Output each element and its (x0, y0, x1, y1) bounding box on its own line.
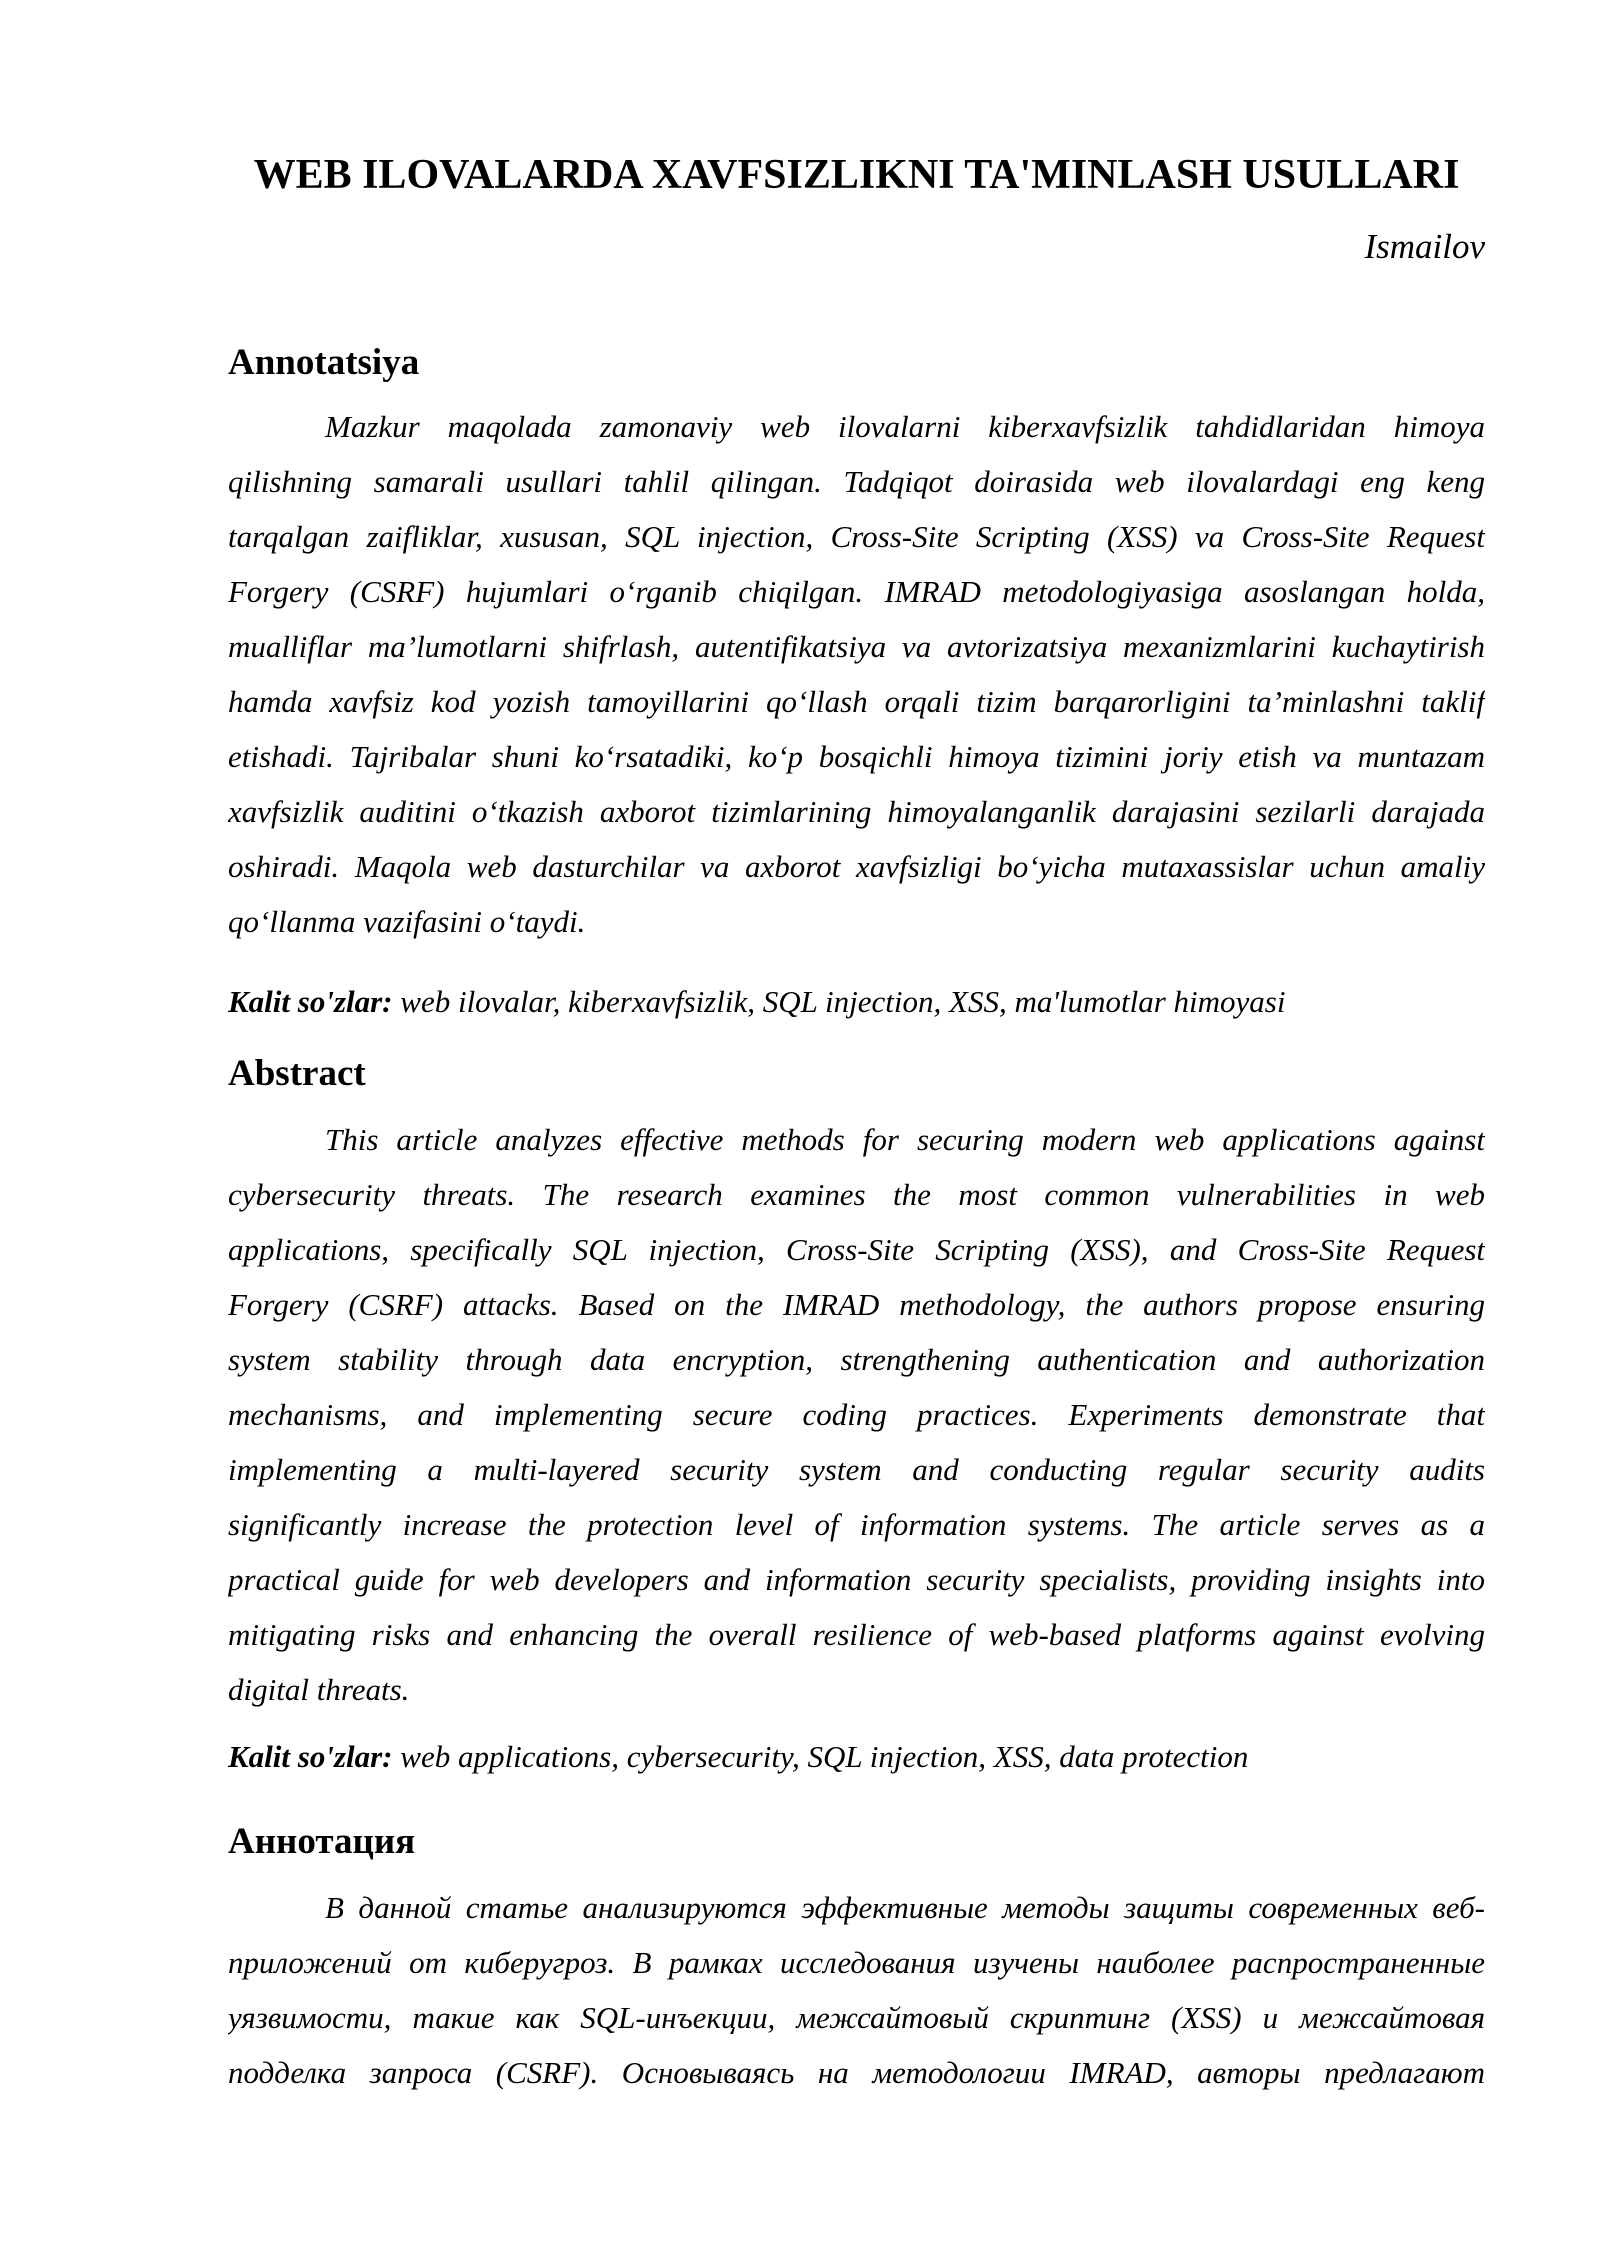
paragraph-line: уязвимости, такие как SQL-инъекции, межсайтовый скриптинг (XSS) и межсайтовая (228, 2000, 1485, 2035)
paragraph-line: qo‘llanma vazifasini o‘taydi. (228, 904, 586, 939)
paragraph-line: tarqalgan zaifliklar, xususan, SQL injection, Cross-Site Scripting (XSS) va Cross-Site Request (228, 519, 1485, 554)
paragraph-line: etishadi. Tajribalar shuni ko‘rsatadiki, ko‘p bosqichli himoya tizimini joriy etish va muntazam (228, 739, 1485, 774)
english-abstract-paragraph (228, 1112, 1485, 1717)
section-heading-abstract: Abstract (228, 1053, 366, 1094)
russian-abstract-paragraph (228, 1880, 1485, 2100)
keywords-text: web applications, cybersecurity, SQL injection, XSS, data protection (392, 1739, 1249, 1774)
paragraph-line: В данной статье анализируются эффективные методы защиты современных веб- (325, 1890, 1485, 1925)
paragraph-line: приложений от киберугроз. В рамках исследования изучены наиболее распространенные (228, 1945, 1485, 1980)
paragraph-line: Forgery (CSRF) hujumlari o‘rganib chiqilgan. IMRAD metodologiyasiga asoslangan holda, (228, 574, 1485, 609)
paragraph-line: oshiradi. Maqola web dasturchilar va axborot xavfsizligi bo‘yicha mutaxassislar uchun amaliy (228, 849, 1485, 884)
paragraph-line: implementing a multi-layered security system and conducting regular security audits (228, 1452, 1485, 1487)
keywords-text: web ilovalar, kiberxavfsizlik, SQL injection, XSS, ma'lumotlar himoyasi (392, 984, 1286, 1019)
paragraph-line: practical guide for web developers and information security specialists, providing insights into (228, 1562, 1485, 1597)
section-heading-annotatsiya: Annotatsiya (228, 342, 420, 383)
paragraph-line: system stability through data encryption, strengthening authentication and authorization (228, 1342, 1485, 1377)
uzbek-abstract-paragraph (228, 399, 1485, 949)
keywords-label: Kalit so'zlar: (228, 984, 393, 1019)
paragraph-line: mechanisms, and implementing secure coding practices. Experiments demonstrate that (228, 1397, 1485, 1432)
keywords-label: Kalit so'zlar: (228, 1739, 393, 1774)
paragraph-line: applications, specifically SQL injection, Cross-Site Scripting (XSS), and Cross-Site Request (228, 1232, 1485, 1267)
keywords-line-en (228, 1729, 1485, 1784)
paragraph-line: Forgery (CSRF) attacks. Based on the IMRAD methodology, the authors propose ensuring (228, 1287, 1485, 1322)
paragraph-line: qilishning samarali usullari tahlil qilingan. Tadqiqot doirasida web ilovalardagi eng keng (228, 464, 1485, 499)
paragraph-line: Mazkur maqolada zamonaviy web ilovalarni kiberxavfsizlik tahdidlaridan himoya (325, 409, 1485, 444)
author-name: Ismailov (1364, 227, 1485, 266)
paper-title: WEB ILOVALARDA XAVFSIZLIKNI TA'MINLASH USULLARI (253, 152, 1460, 198)
keywords-line-uz (228, 974, 1485, 1029)
paragraph-line: digital threats. (228, 1672, 410, 1707)
paragraph-line: подделка запроса (CSRF). Основываясь на методологии IMRAD, авторы предлагают (228, 2055, 1485, 2090)
paragraph-line: xavfsizlik auditini o‘tkazish axborot tizimlarining himoyalanganlik darajasini sezilarli darajada (228, 794, 1485, 829)
paragraph-line: hamda xavfsiz kod yozish tamoyillarini qo‘llash orqali tizim barqarorligini ta’minlashni taklif (228, 684, 1485, 719)
section-heading-annotacia-ru: Аннотация (228, 1821, 416, 1862)
paragraph-line: mitigating risks and enhancing the overall resilience of web-based platforms against evolving (228, 1617, 1485, 1652)
paragraph-line: This article analyzes effective methods for securing modern web applications against (325, 1122, 1485, 1157)
paragraph-line: cybersecurity threats. The research examines the most common vulnerabilities in web (228, 1177, 1485, 1212)
paragraph-line: mualliflar ma’lumotlarni shifrlash, autentifikatsiya va avtorizatsiya mexanizmlarini kuchaytirish (228, 629, 1485, 664)
paragraph-line: significantly increase the protection level of information systems. The article serves as a (228, 1507, 1485, 1542)
